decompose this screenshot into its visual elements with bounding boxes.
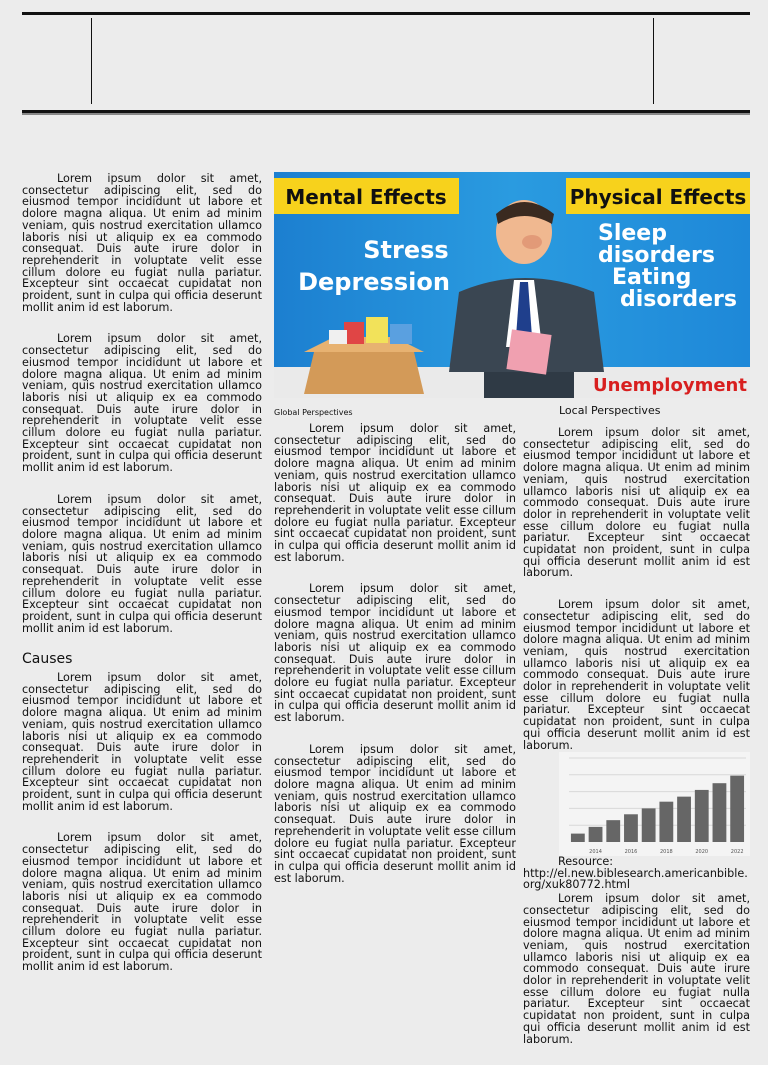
column-right xyxy=(523,427,750,771)
chart-bar xyxy=(606,820,620,842)
bar-chart-svg xyxy=(559,752,750,856)
paragraph: Lorem ipsum dolor sit amet, consectetur adipiscing elit, sed do eiusmod tempor incididunt ut labore et dolore magna aliqua. Ut enim ad minim veniam, quis nostrud exercitation ullamco laboris nisi ut aliquip ex ea commodo consequat. Duis aute irure dolor in reprehenderit in voluptate velit esse cillum dolore eu fugiat nulla pariatur. Excepteur sint occaecat cupidatat non proident, sunt in culpa qui officia deserunt mollit anim id est laborum. xyxy=(22,332,262,475)
masthead-divider-right xyxy=(653,18,654,104)
paragraph: Lorem ipsum dolor sit amet, consectetur adipiscing elit, sed do eiusmod tempor incididunt ut labore et dolore magna aliqua. Ut enim ad minim veniam, quis nostrud exercitation ullamco laboris nisi ut aliquip ex ea commodo consequat. Duis aute irure dolor in reprehenderit in voluptate velit esse cillum dolore eu fugiat nulla pariatur. Excepteur sint occaecat cupidatat non proident, sunt in culpa qui officia deserunt mollit anim id est laborum. xyxy=(523,892,750,1046)
chart-bar xyxy=(730,776,744,842)
chart-bar xyxy=(624,814,638,842)
label-eating-disorders: disorders xyxy=(620,287,737,312)
paragraph: Lorem ipsum dolor sit amet, consectetur adipiscing elit, sed do eiusmod tempor incididunt ut labore et dolore magna aliqua. Ut enim ad minim veniam, quis nostrud exercitation ullamco laboris nisi ut aliquip ex ea commodo consequat. Duis aute irure dolor in reprehenderit in voluptate velit esse cillum dolore eu fugiat nulla pariatur. Excepteur sint occaecat cupidatat non proident, sunt in culpa qui officia deserunt mollit anim id est laborum. xyxy=(274,422,516,564)
label-depression: Depression xyxy=(298,268,450,296)
caption-global-perspectives: Global Perspectives xyxy=(274,408,353,417)
label-sleep: Sleep xyxy=(598,221,667,246)
chart-bar xyxy=(571,834,585,842)
masthead-top-rule xyxy=(22,12,750,15)
resource-url[interactable]: http://el.new.biblesearch.americanbible.org/xuk80772.html xyxy=(523,866,748,892)
paragraph: Lorem ipsum dolor sit amet, consectetur adipiscing elit, sed do eiusmod tempor incididunt ut labore et dolore magna aliqua. Ut enim ad minim veniam, quis nostrud exercitation ullamco laboris nisi ut aliquip ex ea commodo consequat. Duis aute irure dolor in reprehenderit in voluptate velit esse cillum dolore eu fugiat nulla pariatur. Excepteur sint occaecat cupidatat non proident, sunt in culpa qui officia deserunt mollit anim id est laborum. xyxy=(523,426,750,580)
resource-block xyxy=(523,856,750,891)
hero-illustration xyxy=(274,172,750,398)
physical-effects-title: Physical Effects xyxy=(569,185,747,209)
paragraph: Lorem ipsum dolor sit amet, consectetur adipiscing elit, sed do eiusmod tempor incididunt ut labore et dolore magna aliqua. Ut enim ad minim veniam, quis nostrud exercitation ullamco laboris nisi ut aliquip ex ea commodo consequat. Duis aute irure dolor in reprehenderit in voluptate velit esse cillum dolore eu fugiat nulla pariatur. Excepteur sint occaecat cupidatat non proident, sunt in culpa qui officia deserunt mollit anim id est laborum. xyxy=(22,492,262,635)
resource-label: Resource: xyxy=(558,855,614,868)
chart-x-tick-label: 2020 xyxy=(695,849,709,855)
mental-effects-title: Mental Effects xyxy=(285,185,447,209)
unemployment-effects-illustration xyxy=(274,172,750,398)
label-eating: Eating xyxy=(612,265,692,290)
chart-x-tick-label: 2018 xyxy=(659,849,673,855)
column-middle xyxy=(274,423,516,904)
chart-bar xyxy=(695,790,709,842)
paragraph: Lorem ipsum dolor sit amet, consectetur adipiscing elit, sed do eiusmod tempor incididunt ut labore et dolore magna aliqua. Ut enim ad minim veniam, quis nostrud exercitation ullamco laboris nisi ut aliquip ex ea commodo consequat. Duis aute irure dolor in reprehenderit in voluptate velit esse cillum dolore eu fugiat nulla pariatur. Excepteur sint occaecat cupidatat non proident, sunt in culpa qui officia deserunt mollit anim id est laborum. xyxy=(274,582,516,725)
paragraph: Lorem ipsum dolor sit amet, consectetur adipiscing elit, sed do eiusmod tempor incididunt ut labore et dolore magna aliqua. Ut enim ad minim veniam, quis nostrud exercitation ullamco laboris nisi ut aliquip ex ea commodo consequat. Duis aute irure dolor in reprehenderit in voluptate velit esse cillum dolore eu fugiat nulla pariatur. Excepteur sint occaecat cupidatat non proident, sunt in culpa qui officia deserunt mollit anim id est laborum. xyxy=(523,598,750,752)
masthead-shadow-rule xyxy=(22,113,750,115)
paragraph: Lorem ipsum dolor sit amet, consectetur adipiscing elit, sed do eiusmod tempor incididunt ut labore et dolore magna aliqua. Ut enim ad minim veniam, quis nostrud exercitation ullamco laboris nisi ut aliquip ex ea commodo consequat. Duis aute irure dolor in reprehenderit in voluptate velit esse cillum dolore eu fugiat nulla pariatur. Excepteur sint occaecat cupidatat non proident, sunt in culpa qui officia deserunt mollit anim id est laborum. xyxy=(274,742,516,885)
masthead-divider-left xyxy=(91,18,92,104)
chart-bar xyxy=(713,783,727,842)
label-sleep-disorders: disorders xyxy=(598,243,715,268)
column-left xyxy=(22,173,262,993)
column-right-lower xyxy=(523,856,750,1065)
chart-x-tick-label: 2014 xyxy=(589,849,602,855)
paragraph: Lorem ipsum dolor sit amet, consectetur adipiscing elit, sed do eiusmod tempor incididunt ut labore et dolore magna aliqua. Ut enim ad minim veniam, quis nostrud exercitation ullamco laboris nisi ut aliquip ex ea commodo consequat. Duis aute irure dolor in reprehenderit in voluptate velit esse cillum dolore eu fugiat nulla pariatur. Excepteur sint occaecat cupidatat non proident, sunt in culpa qui officia deserunt mollit anim id est laborum. xyxy=(22,831,262,974)
bar-chart xyxy=(559,752,750,856)
chart-bar xyxy=(642,808,656,842)
label-unemployment: Unemployment xyxy=(593,375,747,396)
paragraph: Lorem ipsum dolor sit amet, consectetur adipiscing elit, sed do eiusmod tempor incididunt ut labore et dolore magna aliqua. Ut enim ad minim veniam, quis nostrud exercitation ullamco laboris nisi ut aliquip ex ea commodo consequat. Duis aute irure dolor in reprehenderit in voluptate velit esse cillum dolore eu fugiat nulla pariatur. Excepteur sint occaecat cupidatat non proident, sunt in culpa qui officia deserunt mollit anim id est laborum. xyxy=(22,172,262,314)
section-heading-causes: Causes xyxy=(22,651,73,668)
label-stress: Stress xyxy=(363,236,449,264)
chart-bar xyxy=(589,827,603,842)
chart-x-tick-label: 2016 xyxy=(624,849,638,855)
caption-local-perspectives: Local Perspectives xyxy=(559,404,661,417)
chart-bar xyxy=(677,797,691,842)
paragraph: Lorem ipsum dolor sit amet, consectetur adipiscing elit, sed do eiusmod tempor incididunt ut labore et dolore magna aliqua. Ut enim ad minim veniam, quis nostrud exercitation ullamco laboris nisi ut aliquip ex ea commodo consequat. Duis aute irure dolor in reprehenderit in voluptate velit esse cillum dolore eu fugiat nulla pariatur. Excepteur sint occaecat cupidatat non proident, sunt in culpa qui officia deserunt mollit anim id est laborum. xyxy=(22,671,262,813)
chart-x-tick-label: 2022 xyxy=(730,849,744,855)
chart-bar xyxy=(659,802,673,842)
